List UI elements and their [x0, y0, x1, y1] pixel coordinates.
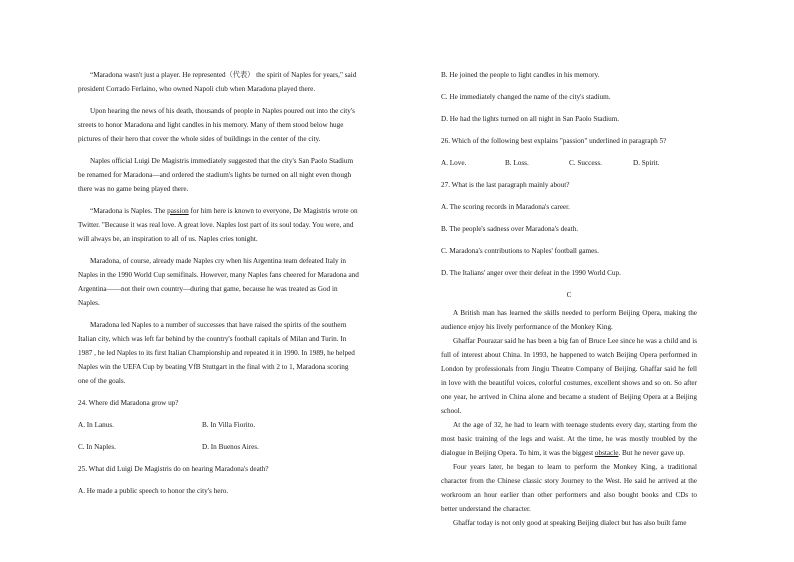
paragraph-3: [78, 154, 360, 196]
paragraph-text: At the age of 32, he had to learn with teenage students every day, starting from the most basic training of the legs and waist. At the time, he was mostly troubled by the dialogue in Beijing Opera. To him, it was the biggest: [441, 421, 697, 457]
option-27-c: C. Maradona's contributions to Naples' football games.: [441, 247, 599, 255]
paragraph-text: Maradona, of course, already made Naples cry when his Argentina team defeated Italy in Naples in the 1990 World Cup semifinals. However, many Naples fans cheered for Maradona and Argentina——not their own country—during that game, because he was treated as God in Naples.: [78, 257, 359, 307]
question-27: 27. What is the last paragraph mainly about?: [441, 181, 570, 189]
passage-c-paragraph-4: [441, 460, 697, 516]
section-heading: C: [566, 291, 572, 299]
option-27-b: B. The people's sadness over Maradona's death.: [441, 225, 578, 233]
right-column: [441, 68, 697, 530]
paragraph-text: for him here is known to everyone, De Magistris wrote on Twitter. "Because it was real love. A great love. Naples lost part of its soul today. You were, and will always be, an inspiration to all of us. Naples cries tonight.: [78, 207, 358, 243]
option-24-a: A. In Lanus.: [78, 421, 114, 429]
paragraph-5: [78, 254, 360, 310]
option-25-c: C. He immediately changed the name of the city's stadium.: [441, 93, 611, 101]
left-column: [78, 68, 360, 506]
question-26: 26. Which of the following best explains "passion" underlined in paragraph 5?: [441, 137, 667, 145]
paragraph-1: [78, 68, 360, 96]
passage-c-paragraph-2: [441, 334, 697, 418]
option-25-b: B. He joined the people to light candles in his memory.: [441, 71, 600, 79]
paragraph-2: [78, 104, 360, 146]
option-25-d: D. He had the lights turned on all night in San Paolo Stadium.: [441, 115, 620, 123]
paragraph-text: Naples official Luigi De Magistris immediately suggested that the city's San Paolo Stadium be renamed for Maradona—and ordered the stadium's lights be turned on all night even though there was no game being played there.: [78, 157, 354, 193]
paragraph-text: A British man has learned the skills needed to perform Beijing Opera, making the audience enjoy his lively performance of the Monkey King.: [441, 309, 697, 331]
passage-c-paragraph-3: [441, 418, 697, 460]
option-26-c: C. Success.: [569, 159, 602, 167]
question-24-options-row-1: [78, 418, 360, 432]
paragraph-text: Ghaffar Pourazar said he has been a big fan of Bruce Lee since he was a child and is full of interest about China. In 1993, he happened to watch Beijing Opera performed in London by professionals from Jingju Theatre Company of Beijing. Ghaffar said he fell in love with the beautiful voices, colorful costumes, excellent shows and so on. So after one year, he arrived in China alone and became a student of Beijing Opera at a Beijing school.: [441, 337, 697, 415]
option-26-a: A. Love.: [441, 159, 467, 167]
underlined-word-passion: passion: [167, 207, 189, 215]
option-24-b: B. In Villa Fiorito.: [202, 421, 256, 429]
option-27-d: D. The Italians' anger over their defeat in the 1990 World Cup.: [441, 269, 621, 277]
question-25: 25. What did Luigi De Magistris do on hearing Maradona's death?: [78, 465, 269, 473]
paragraph-6: [78, 318, 360, 388]
option-24-c: C. In Naples.: [78, 443, 116, 451]
question-24-options-row-2: [78, 440, 360, 454]
passage-c-paragraph-5: [441, 516, 697, 530]
paragraph-text: Upon hearing the news of his death, thousands of people in Naples poured out into the city's streets to honor Maradona and light candles in his memory. Many of them stood below huge pictures of their hero that cover the whole sides of buildings in the center of the city.: [78, 107, 355, 143]
option-26-d: D. Spirit.: [633, 159, 660, 167]
passage-c-paragraph-1: [441, 306, 697, 334]
option-26-b: B. Loss.: [505, 159, 529, 167]
option-24-d: D. In Buenos Aires.: [202, 443, 259, 451]
paragraph-text: Ghaffar today is not only good at speaking Beijing dialect but has also built fame: [453, 519, 687, 527]
paragraph-text: “Maradona is Naples. The: [90, 207, 168, 215]
option-25-a: A. He made a public speech to honor the city's hero.: [78, 487, 229, 495]
paragraph-text: Four years later, he began to learn to perform the Monkey King, a traditional character from the Chinese classic story Journey to the West. He said he arrived at the workroom an hour earlier than other performers and also bought books and CDs to better understand the character.: [441, 463, 697, 513]
paragraph-text: . But he never gave up.: [618, 449, 685, 457]
question-26-options: [441, 156, 697, 170]
paragraph-text: Maradona led Naples to a number of successes that have raised the spirits of the southern Italian city, which was left far behind by the country's football capitals of Milan and Turin. In 1987 , he led Naples to its first Italian Championship and repeated it in 1990. In 1989, he helped Naples win the UEFA Cup by beating VfB Stuttgart in the final with 2 to 1, Maradona scoring one of the goals.: [78, 321, 355, 385]
paragraph-4: [78, 204, 360, 246]
paragraph-text: “Maradona wasn't just a player. He represented（代表） the spirit of Naples for years," said president Corrado Ferlaino, who owned Napoli club when Maradona played there.: [78, 71, 357, 93]
question-24: 24. Where did Maradona grow up?: [78, 399, 179, 407]
underlined-word-obstacle: obstacle: [594, 449, 619, 457]
option-27-a: A. The scoring records in Maradona's career.: [441, 203, 570, 211]
